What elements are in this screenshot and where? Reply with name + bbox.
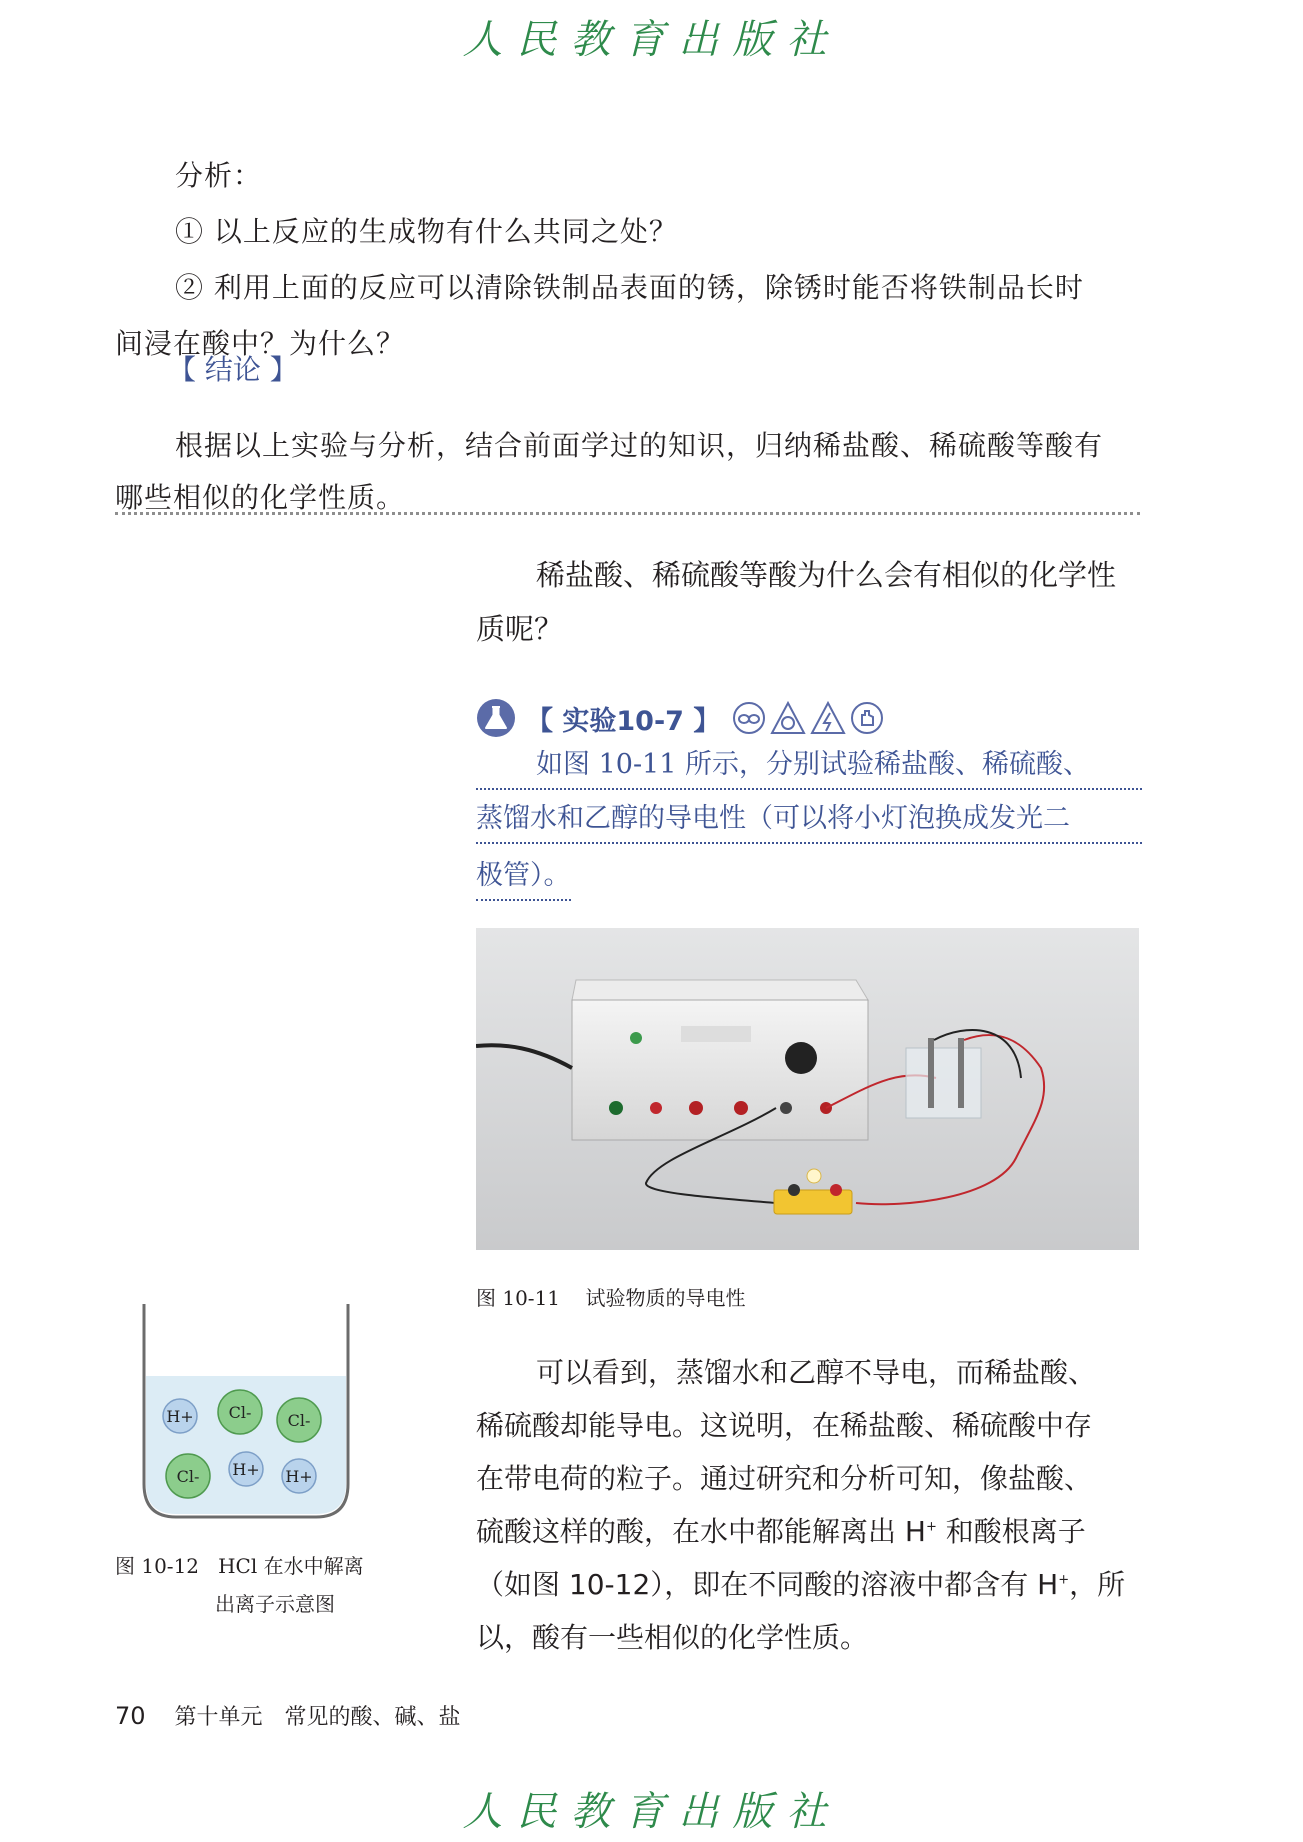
experiment-instructions xyxy=(476,742,1142,907)
analysis-label: 分析： xyxy=(175,159,263,192)
figure-10-12-number: 图 10-12 xyxy=(115,1554,200,1578)
wash-hands-icon xyxy=(850,701,884,735)
conclusion-line2: 哪些相似的化学性质。 xyxy=(115,481,406,514)
ion-label: H+ xyxy=(166,1407,194,1426)
experiment-line2: 蒸馏水和乙醇的导电性（可以将小灯泡换成发光二 xyxy=(476,796,1142,844)
experiment-line1: 如图 10-11 所示，分别试验稀盐酸、稀硫酸、 xyxy=(476,742,1142,790)
ion-label: Cl- xyxy=(176,1467,200,1486)
section-divider xyxy=(115,512,1140,515)
experiment-header xyxy=(476,696,884,740)
ion-label: H+ xyxy=(232,1460,260,1479)
analysis-question-2-line2: 间浸在酸中？为什么？ xyxy=(115,327,406,360)
flask-icon xyxy=(476,698,516,738)
body-line4-start: 硫酸这样的酸，在水中都能解离出 H xyxy=(476,1515,926,1548)
experiment-line3: 极管）。 xyxy=(476,853,571,901)
publisher-watermark-bottom: 人民教育出版社 xyxy=(462,1789,841,1835)
body-line4 xyxy=(476,1505,1140,1558)
figure-10-12-title-line1: HCl 在水中解离 xyxy=(218,1554,364,1578)
body-line5 xyxy=(476,1558,1140,1611)
body-line1: 可以看到，蒸馏水和乙醇不导电，而稀盐酸、 xyxy=(536,1356,1097,1389)
figure-10-12-title-line2: 出离子示意图 xyxy=(215,1592,335,1616)
figure-10-12-caption-line1 xyxy=(115,1550,364,1579)
conductivity-apparatus-photo xyxy=(476,928,1139,1250)
analysis-question-1: ① 以上反应的生成物有什么共同之处？ xyxy=(175,215,678,248)
page-number: 70 xyxy=(115,1702,146,1730)
conclusion-line1: 根据以上实验与分析，结合前面学过的知识，归纳稀盐酸、稀硫酸等酸有 xyxy=(175,429,1104,462)
analysis-question-2-line1: ② 利用上面的反应可以清除铁制品表面的锈，除锈时能否将铁制品长时 xyxy=(175,271,1084,304)
ventilation-icon xyxy=(770,701,806,735)
plus-sign: + xyxy=(925,1519,937,1535)
goggles-icon xyxy=(732,701,766,735)
body-line2: 稀硫酸却能导电。这说明，在稀盐酸、稀硫酸中存 xyxy=(476,1409,1093,1442)
figure-10-11-title: 试验物质的导电性 xyxy=(585,1286,746,1310)
figure-10-11-caption xyxy=(476,1282,745,1311)
ion-label: H+ xyxy=(285,1467,313,1486)
publisher-watermark-top: 人民教育出版社 xyxy=(462,17,841,63)
ion-label: Cl- xyxy=(287,1411,311,1430)
body-line5-end: ，所 xyxy=(1069,1568,1126,1601)
plus-sign: + xyxy=(1058,1572,1070,1588)
experiment-title: 【 实验10-7 】 xyxy=(526,705,721,737)
body-line4-end: 和酸根离子 xyxy=(936,1515,1086,1548)
body-line6: 以，酸有一些相似的化学性质。 xyxy=(476,1621,869,1654)
body-line3: 在带电荷的粒子。通过研究和分析可知，像盐酸、 xyxy=(476,1462,1093,1495)
page-footer xyxy=(115,1700,461,1731)
figure-10-11-number: 图 10-11 xyxy=(476,1286,561,1310)
unit-title: 第十单元 常见的酸、碱、盐 xyxy=(174,1705,461,1730)
ion-label: Cl- xyxy=(228,1403,252,1422)
body-paragraph xyxy=(476,1346,1140,1664)
conclusion-label: 【 结论 】 xyxy=(168,353,298,386)
body-line5-start: （如图 10-12），即在不同酸的溶液中都含有 H xyxy=(476,1568,1059,1601)
electricity-icon xyxy=(810,701,846,735)
hcl-ionization-beaker xyxy=(136,1304,356,1522)
question-paragraph: 稀盐酸、稀硫酸等酸为什么会有相似的化学性质呢？ xyxy=(476,558,1117,646)
